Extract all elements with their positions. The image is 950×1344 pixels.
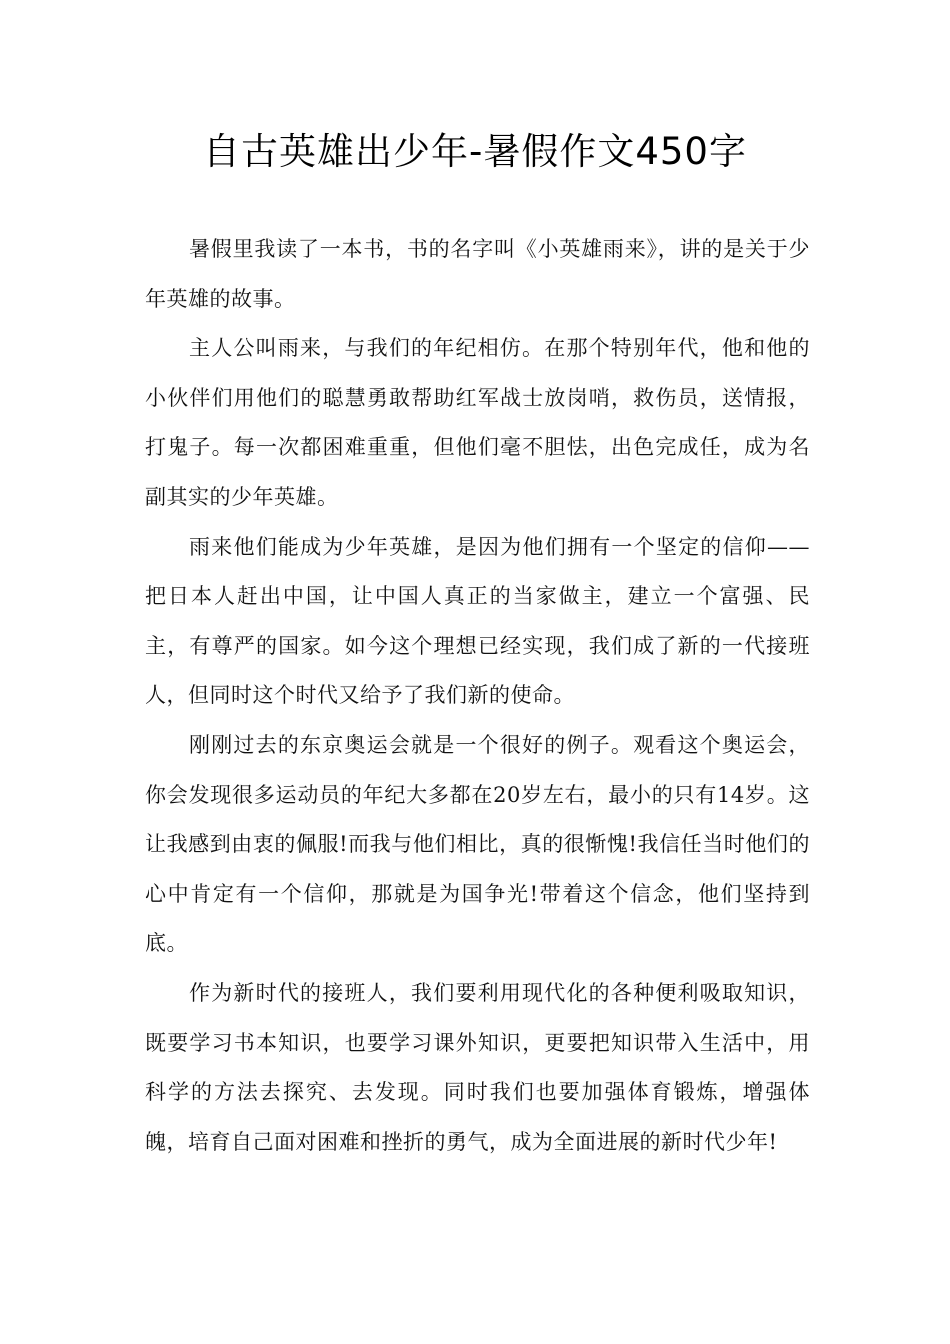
paragraph-3: 雨来他们能成为少年英雄，是因为他们拥有一个坚定的信仰——把日本人赶出中国，让中国人真正的当家做主，建立一个富强、民主，有尊严的国家。如今这个理想已经实现，我们成了新的一代接班人，但同时这个时代又给予了我们新的使命。 [145, 534, 810, 708]
document-body [145, 225, 810, 1167]
page-title: 自古英雄出少年-暑假作文450字 [203, 130, 747, 173]
paragraph-4: 刚刚过去的东京奥运会就是一个很好的例子。观看这个奥运会，你会发现很多运动员的年纪大多都在20岁左右，最小的只有14岁。这让我感到由衷的佩服!而我与他们相比，真的很惭愧!我信任当时他们的心中肯定有一个信仰，那就是为国争光!带着这个信念，他们坚持到底。 [145, 732, 810, 956]
paragraph-2: 主人公叫雨来，与我们的年纪相仿。在那个特别年代，他和他的小伙伴们用他们的聪慧勇敢帮助红军战士放岗哨，救伤员，送情报，打鬼子。每一次都困难重重，但他们毫不胆怯，出色完成任，成为名副其实的少年英雄。 [145, 336, 810, 509]
paragraph-1: 暑假里我读了一本书，书的名字叫《小英雄雨来》，讲的是关于少年英雄的故事。 [145, 237, 810, 311]
paragraph-5: 作为新时代的接班人，我们要利用现代化的各种便利吸取知识，既要学习书本知识，也要学习课外知识，更要把知识带入生活中，用科学的方法去探究、去发现。同时我们也要加强体育锻炼，增强体魄，培育自己面对困难和挫折的勇气，成为全面进展的新时代少年! [145, 980, 810, 1154]
